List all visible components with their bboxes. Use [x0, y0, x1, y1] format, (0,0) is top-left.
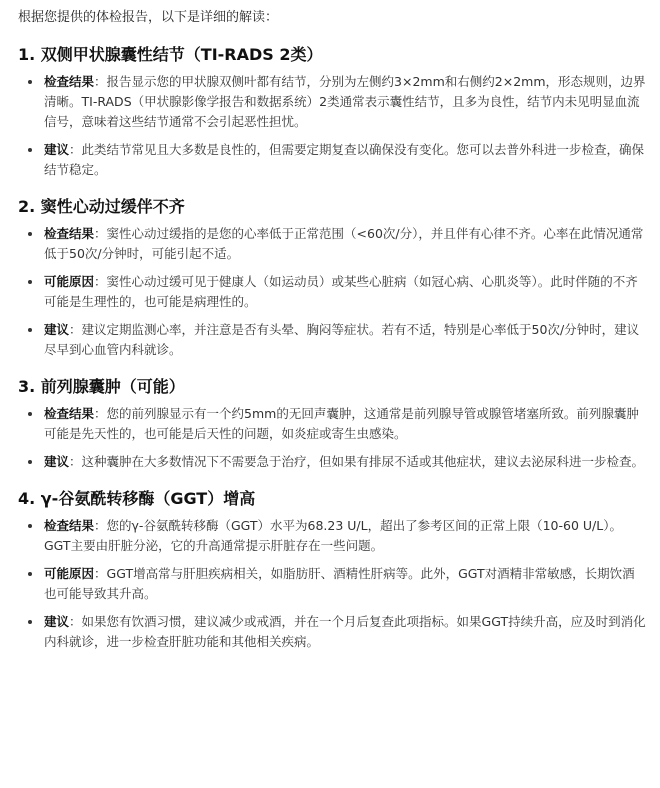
- section-title: 1. 双侧甲状腺囊性结节（TI-RADS 2类）: [18, 45, 323, 64]
- item-colon: ：: [94, 74, 107, 89]
- section-list: [18, 516, 646, 652]
- list-item: [18, 72, 646, 132]
- bullet-dot-icon: [28, 412, 32, 416]
- section-list: [18, 224, 646, 360]
- item-colon: ：: [94, 226, 107, 241]
- bullet-dot-icon: [28, 524, 32, 528]
- bullet-dot-icon: [28, 148, 32, 152]
- item-colon: ：: [69, 454, 82, 469]
- item-label: 检查结果: [44, 74, 95, 89]
- list-item: [18, 452, 646, 472]
- section-title: 3. 前列腺囊肿（可能）: [18, 377, 185, 396]
- item-text: 报告显示您的甲状腺双侧叶都有结节，分别为左侧约3×2mm和右侧约2×2mm，形态规则，边界清晰。TI-RADS（甲状腺影像学报告和数据系统）2类通常表示囊性结节，且多为良性，结节内未见明显血流信号，意味着这些结节通常不会引起恶性担忧。: [44, 74, 646, 129]
- item-text: GGT增高常与肝胆疾病相关，如脂肪肝、酒精性肝病等。此外，GGT对酒精非常敏感，长期饮酒也可能导致其升高。: [44, 566, 635, 601]
- bullet-dot-icon: [28, 232, 32, 236]
- list-item: [18, 272, 646, 312]
- bullet-dot-icon: [28, 572, 32, 576]
- item-text: 窦性心动过缓指的是您的心率低于正常范围（<60次/分），并且伴有心律不齐。心率在此情况通常低于50次/分钟时，可能引起不适。: [44, 226, 644, 261]
- section-thyroid-nodules: [18, 44, 646, 180]
- item-label: 可能原因: [44, 566, 95, 581]
- section-prostate-cyst: [18, 376, 646, 472]
- section-list: [18, 404, 646, 472]
- list-item: [18, 612, 646, 652]
- item-colon: ：: [94, 566, 107, 581]
- item-label: 可能原因: [44, 274, 95, 289]
- list-item: [18, 320, 646, 360]
- item-label: 建议: [44, 614, 70, 629]
- item-colon: ：: [94, 274, 107, 289]
- item-label: 建议: [44, 454, 70, 469]
- list-item: [18, 564, 646, 604]
- list-item: [18, 224, 646, 264]
- item-text: 您的γ-谷氨酰转移酶（GGT）水平为68.23 U/L，超出了参考区间的正常上限（10-60 U/L）。GGT主要由肝脏分泌，它的升高通常提示肝脏存在一些问题。: [44, 518, 622, 553]
- bullet-dot-icon: [28, 280, 32, 284]
- item-text: 这种囊肿在大多数情况下不需要急于治疗，但如果有排尿不适或其他症状，建议去泌尿科进一步检查。: [81, 454, 645, 469]
- item-label: 建议: [44, 142, 70, 157]
- section-title: 2. 窦性心动过缓伴不齐: [18, 197, 185, 216]
- item-text: 您的前列腺显示有一个约5mm的无回声囊肿，这通常是前列腺导管或腺管堵塞所致。前列腺囊肿可能是先天性的，也可能是后天性的问题，如炎症或寄生虫感染。: [44, 406, 639, 441]
- item-colon: ：: [69, 142, 82, 157]
- section-title: 4. γ-谷氨酰转移酶（GGT）增高: [18, 489, 256, 508]
- item-colon: ：: [94, 518, 107, 533]
- item-colon: ：: [69, 322, 82, 337]
- item-label: 检查结果: [44, 518, 95, 533]
- item-colon: ：: [94, 406, 107, 421]
- item-text: 建议定期监测心率，并注意是否有头晕、胸闷等症状。若有不适，特别是心率低于50次/分钟时，建议尽早到心血管内科就诊。: [44, 322, 640, 357]
- item-label: 检查结果: [44, 406, 95, 421]
- bullet-dot-icon: [28, 460, 32, 464]
- list-item: [18, 140, 646, 180]
- bullet-dot-icon: [28, 328, 32, 332]
- item-label: 检查结果: [44, 226, 95, 241]
- section-ggt-elevated: [18, 488, 646, 652]
- item-label: 建议: [44, 322, 70, 337]
- bullet-dot-icon: [28, 80, 32, 84]
- item-text: 窦性心动过缓可见于健康人（如运动员）或某些心脏病（如冠心病、心肌炎等）。此时伴随的不齐可能是生理性的，也可能是病理性的。: [44, 274, 638, 309]
- bullet-dot-icon: [28, 620, 32, 624]
- item-colon: ：: [69, 614, 82, 629]
- section-list: [18, 72, 646, 180]
- intro-text: 根据您提供的体检报告，以下是详细的解读：: [18, 10, 279, 25]
- item-text: 如果您有饮酒习惯，建议减少或戒酒，并在一个月后复查此项指标。如果GGT持续升高，应及时到消化内科就诊，进一步检查肝脏功能和其他相关疾病。: [44, 614, 646, 649]
- list-item: [18, 404, 646, 444]
- item-text: 此类结节常见且大多数是良性的，但需要定期复查以确保没有变化。您可以去普外科进一步检查，确保结节稳定。: [44, 142, 645, 177]
- list-item: [18, 516, 646, 556]
- section-sinus-bradycardia: [18, 196, 646, 360]
